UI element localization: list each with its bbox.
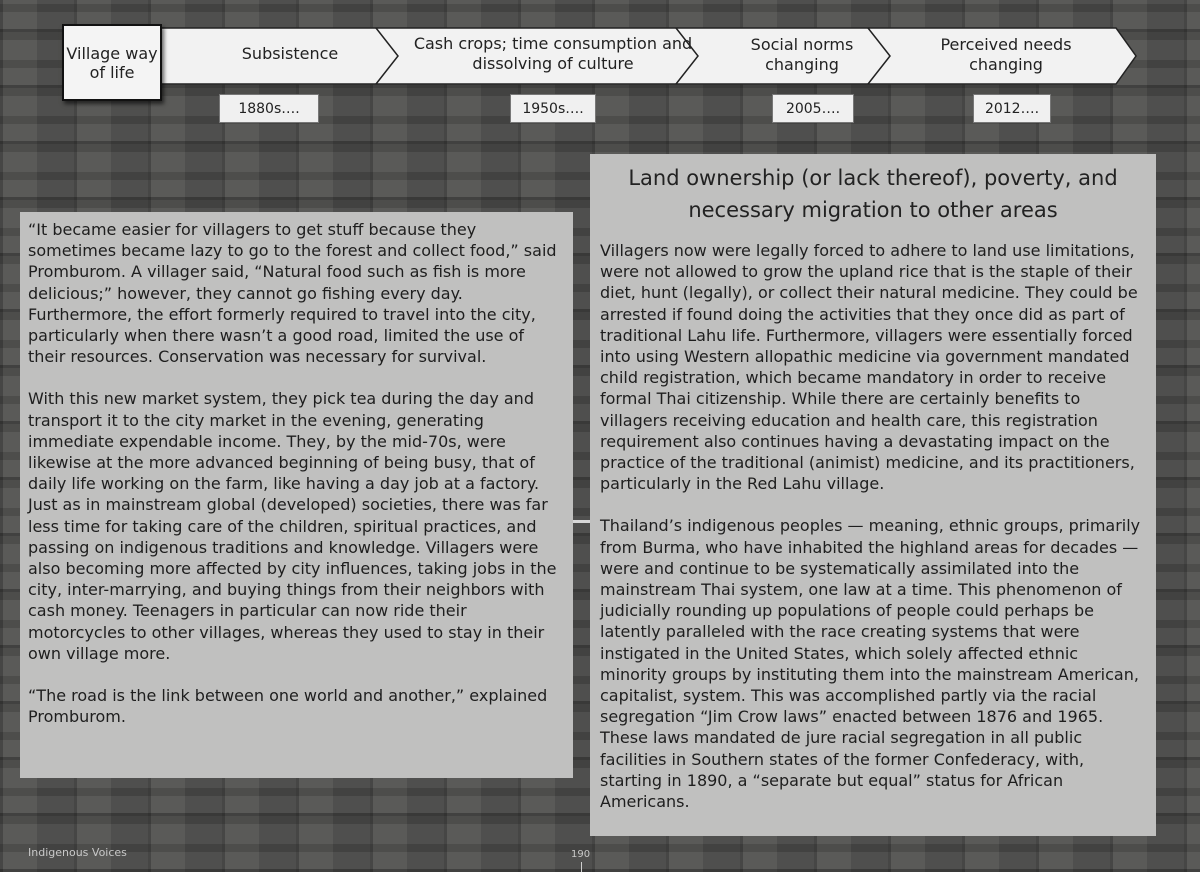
timeline-stage-cash-crops: Cash crops; time consumption and dissolving of culture — [413, 34, 693, 73]
publication-name: Indigenous Voices — [28, 846, 127, 859]
page-number: 190 — [571, 849, 591, 860]
left-text-panel — [20, 212, 573, 778]
right-paragraph-1: Villagers now were legally forced to adhere to land use limitations, were not allowed to grow the upland rice that is the staple of their diet, hunt (legally), or collect their natural medicine. They could be arrested if found doing the activities that they once did as part of traditional Lahu life. Furthermore, villagers were essentially forced into using Western allopathic medicine via government mandated child registration, which became mandatory in order to receive formal Thai citizenship. While there are certainly benefits to villagers receiving education and health care, this registration requirement also continues having a devastating impact on the practice of the traditional (animist) medicine, and its practitioners, particularly in the Red Lahu village. — [600, 241, 1138, 494]
date-tag-2005: 2005…. — [772, 94, 854, 123]
date-tag-2012: 2012…. — [973, 94, 1051, 123]
date-tag-1880s: 1880s…. — [219, 94, 319, 123]
page-number-tick — [581, 862, 582, 872]
left-paragraph-1: “It became easier for villagers to get stuff because they sometimes became lazy to go to the forest and collect food,” said Promburom. A villager said, “Natural food such as fish is more delicious;” however, they cannot go fishing every day. Furthermore, the effort formerly required to travel into the city, particularly when there wasn’t a good road, limited the use of their resources. Conservation was necessary for survival. — [28, 220, 557, 367]
date-tag-1950s: 1950s…. — [510, 94, 596, 123]
timeline-stage-subsistence: Subsistence — [241, 44, 339, 63]
left-paragraph-2: With this new market system, they pick tea during the day and transport it to the city market in the evening, generating immediate expendable income. They, by the mid-70s, were likewise at the more advanced beginning of being busy, that of daily life working on the farm, like having a day job at a factory. Just as in mainstream global (developed) societies, there was far less time for taking care of the children, spiritual practices, and passing on indigenous traditions and knowledge. Villagers were also becoming more affected by city influences, taking jobs in the city, inter-marrying, and buying things from their neighbors with cash money. Teenagers in particular can now ride their motorcycles to other villages, whereas they used to stay in their own village more. — [28, 389, 557, 663]
timeline — [0, 0, 1200, 130]
right-paragraph-2: Thailand’s indigenous peoples — meaning, ethnic groups, primarily from Burma, who have inhabited the highland areas for decades — were and continue to be systematically assimilated into the mainstream Thai system, one law at a time. This phenomenon of judicially rounding up populations of people could perhaps be latently paralleled with the race creating systems that were instigated in the United States, which solely affected ethnic minority groups by instituting them into the mainstream American, capitalist, system. This was accomplished partly via the racial segregation “Jim Crow laws” enacted between 1876 and 1965. These laws mandated de jure racial segregation in all public facilities in Southern states of the former Confederacy, with, starting in 1890, a “separate but equal” status for African Americans. — [600, 516, 1141, 812]
left-paragraph-3: “The road is the link between one world and another,” explained Promburom. — [28, 686, 548, 727]
right-panel-title: Land ownership (or lack thereof), poverty, and necessary migration to other areas — [628, 166, 1118, 222]
timeline-start-box — [62, 24, 162, 101]
right-text-panel — [590, 154, 1156, 836]
panel-connector — [573, 520, 590, 523]
timeline-start-label: Village way of life — [66, 43, 158, 82]
timeline-stage-perceived-needs: Perceived needs changing — [940, 35, 1072, 74]
timeline-stage-social-norms: Social norms changing — [750, 35, 854, 74]
